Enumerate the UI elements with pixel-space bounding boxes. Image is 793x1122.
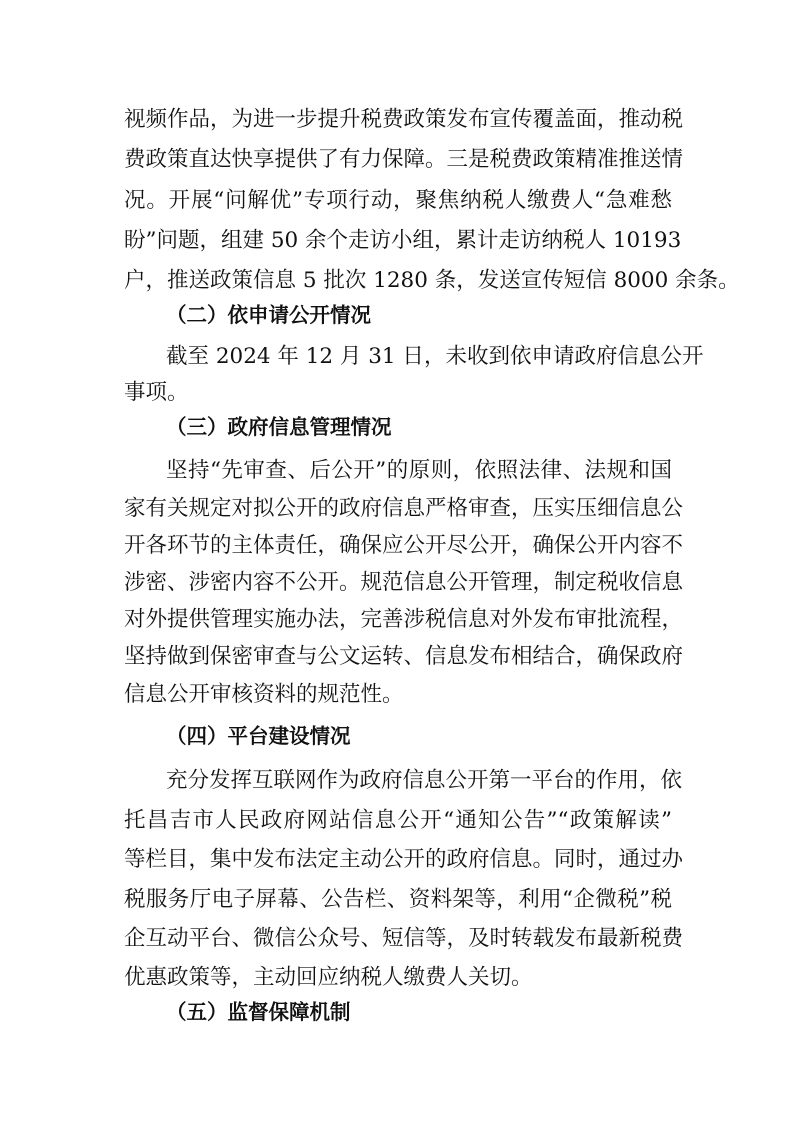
paragraph-line: 开各环节的主体责任，确保应公开尽公开，确保公开内容不 [124,533,684,558]
paragraph-line: 截至 2024 年 12 月 31 日，未收到依申请政府信息公开 [166,344,704,369]
paragraph-line: 费政策直达快享提供了有力保障。三是税费政策精准推送情 [124,147,684,172]
paragraph-line: 家有关规定对拟公开的政府信息严格审查，压实压细信息公 [124,496,684,521]
paragraph-line: 况。开展“问解优”专项行动，聚焦纳税人缴费人“急难愁 [124,188,672,213]
paragraph-line: 充分发挥互联网作为政府信息公开第一平台的作用，依 [166,768,683,793]
section-heading-information-management: （三）政府信息管理情况 [166,415,392,439]
paragraph-line: 视频作品，为进一步提升税费政策发布宣传覆盖面，推动税 [124,107,684,132]
section-heading-supervision-mechanism: （五）监督保障机制 [166,1000,351,1024]
paragraph-line: 坚持做到保密审查与公文运转、信息发布相结合，确保政府 [124,644,684,669]
paragraph-line: 对外提供管理实施办法，完善涉税信息对外发布审批流程， [124,607,684,632]
paragraph-line: 等栏目，集中发布法定主动公开的政府信息。同时，通过办 [124,847,684,872]
section-heading-application-disclosure: （二）依申请公开情况 [166,303,371,327]
paragraph-line: 坚持“先审查、后公开”的原则，依照法律、法规和国 [166,458,672,483]
paragraph-line: 户，推送政策信息 5 批次 1280 条，发送宣传短信 8000 余条。 [124,268,740,293]
paragraph-line: 托昌吉市人民政府网站信息公开“通知公告”“政策解读” [124,808,672,833]
paragraph-line: 企互动平台、微信公众号、短信等，及时转载发布最新税费 [124,926,684,951]
paragraph-line: 盼”问题，组建 50 余个走访小组，累计走访纳税人 10193 [124,228,682,253]
paragraph-line: 税服务厅电子屏幕、公告栏、资料架等，利用“企微税”税 [124,887,672,912]
paragraph-line: 事项。 [124,380,189,405]
paragraph-line: 信息公开审核资料的规范性。 [124,682,404,707]
paragraph-line: 优惠政策等，主动回应纳税人缴费人关切。 [124,965,533,990]
section-heading-platform-construction: （四）平台建设情况 [166,724,351,748]
paragraph-line: 涉密、涉密内容不公开。规范信息公开管理，制定税收信息 [124,570,684,595]
